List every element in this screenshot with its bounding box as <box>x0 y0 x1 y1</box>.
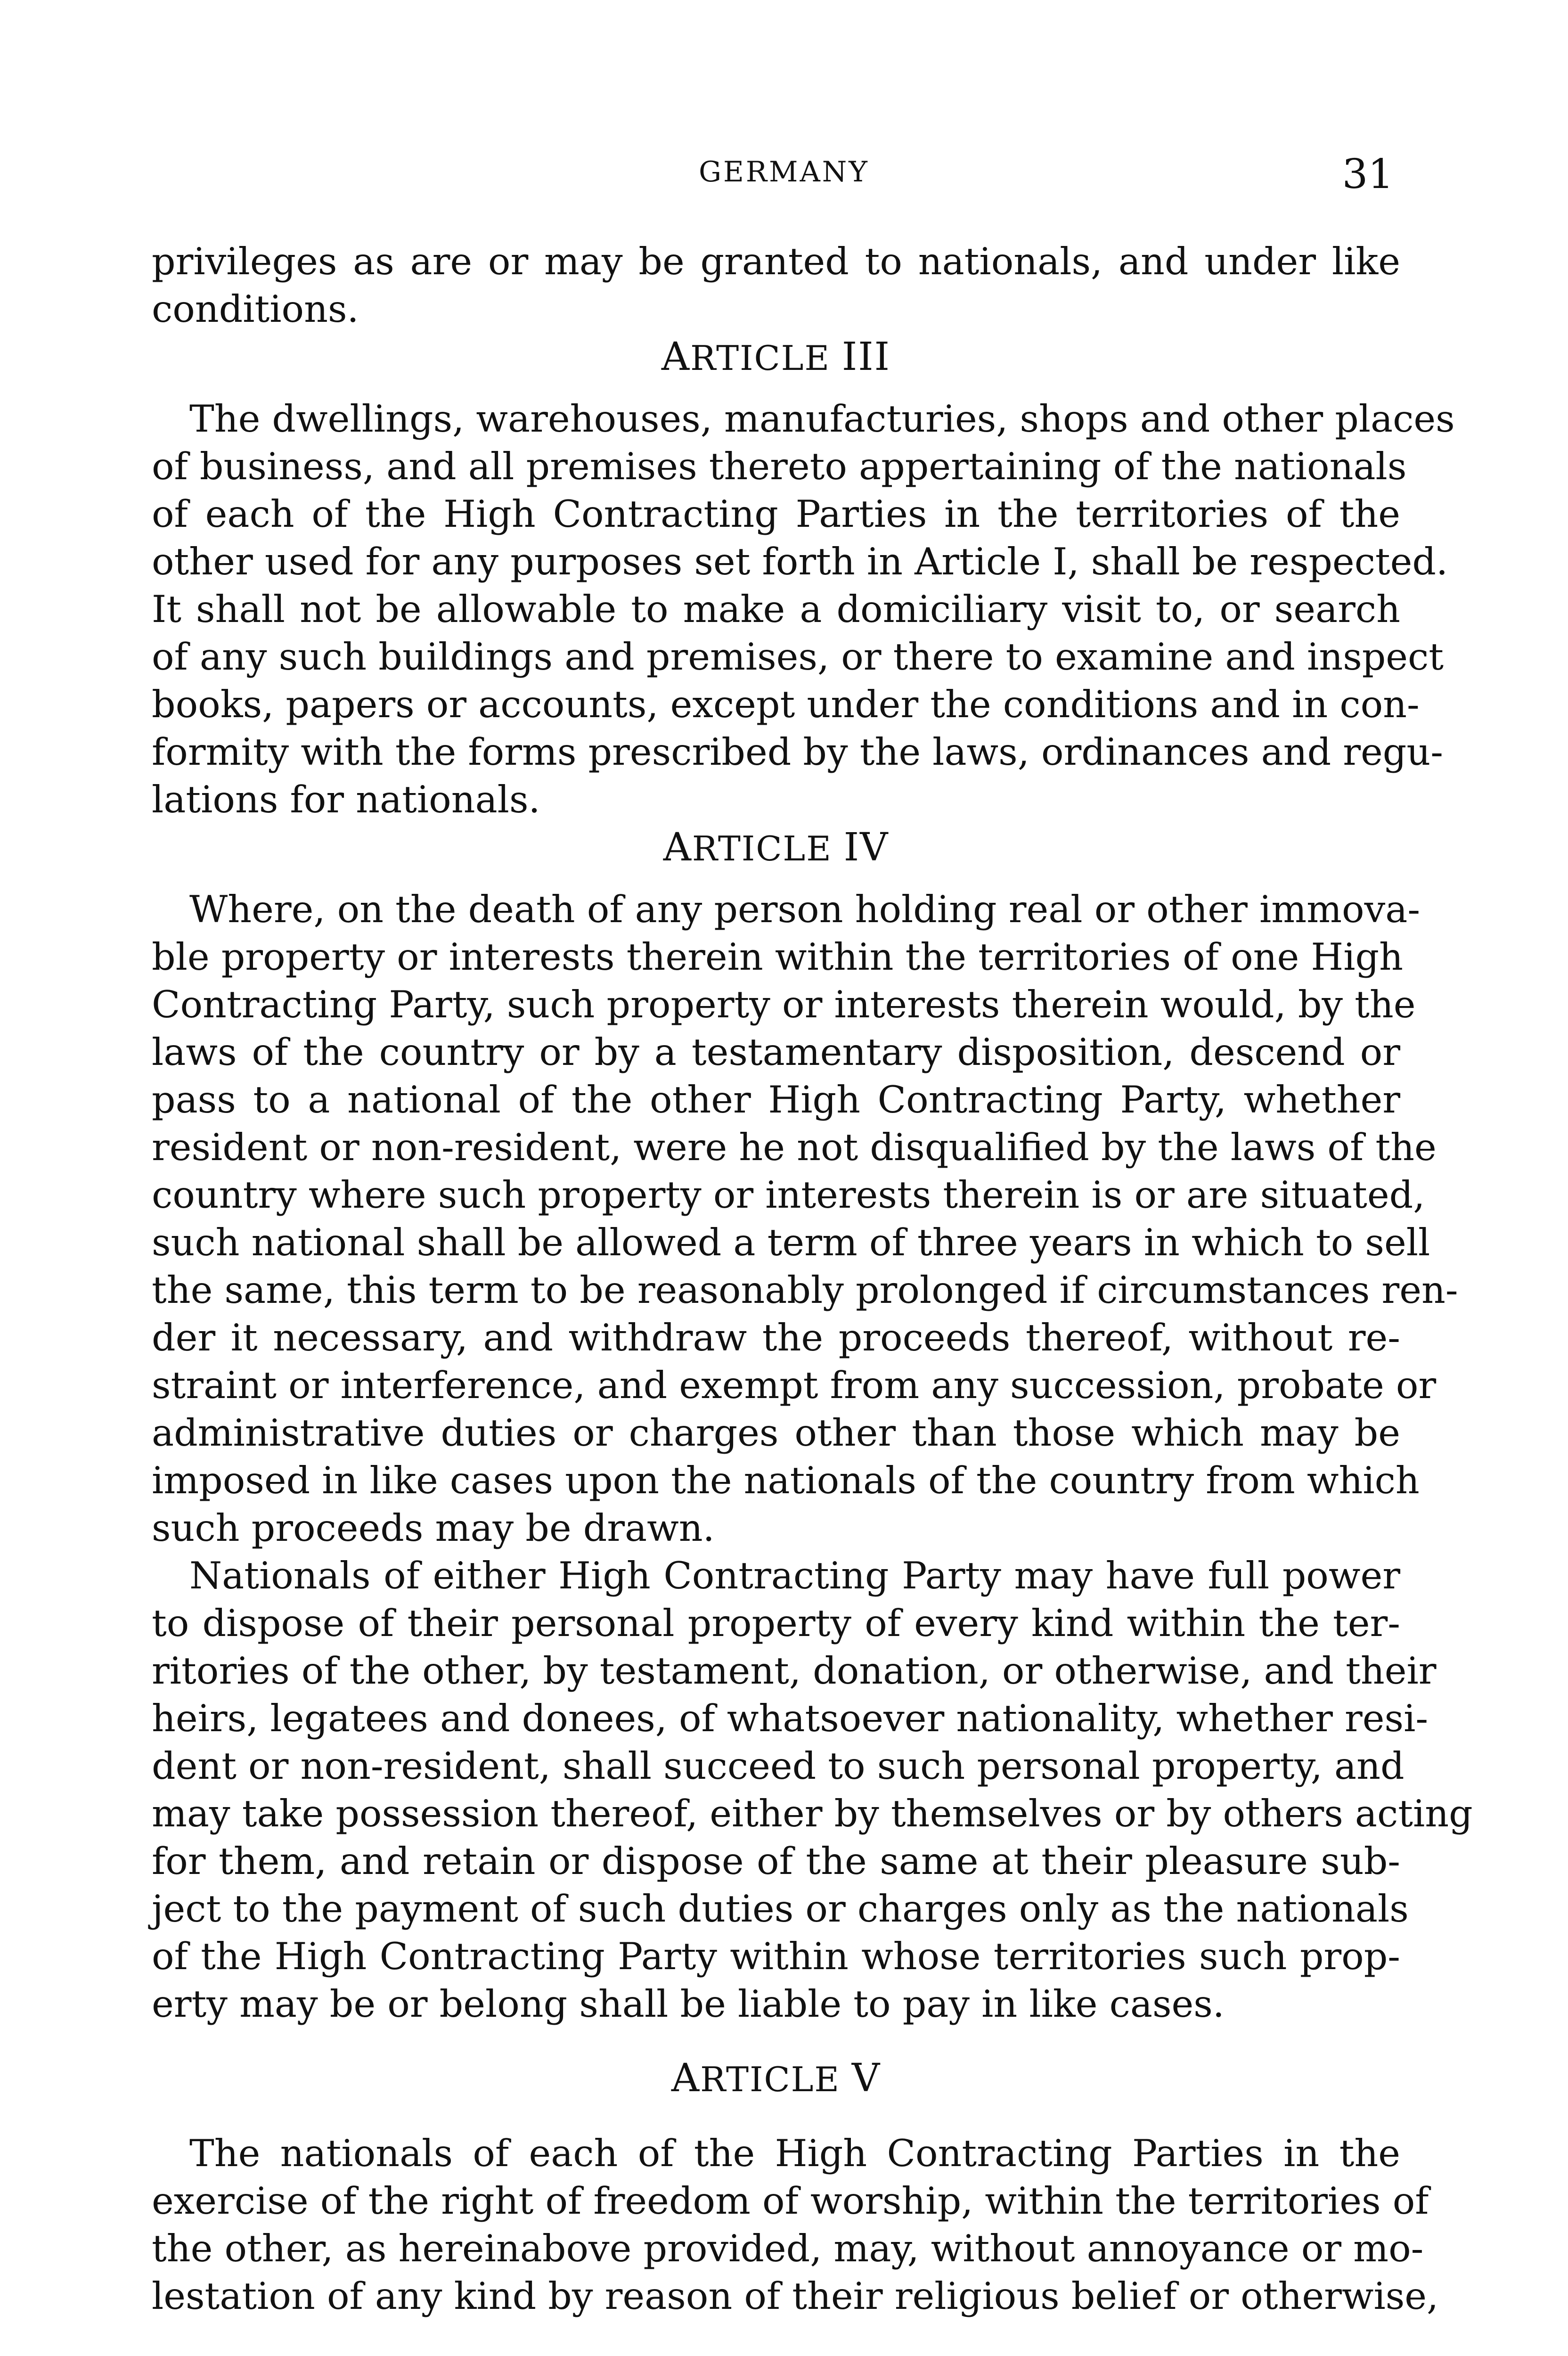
text-line: formity with the forms prescribed by the laws, ordinances and regu- <box>152 730 1443 774</box>
text-line: to dispose of their personal property of every kind within the ter- <box>152 1602 1400 1645</box>
text-line: such proceeds may be drawn. <box>152 1506 715 1550</box>
text-line: of business, and all premises thereto appertaining of the nationals <box>152 445 1407 488</box>
text-line: Nationals of either High Contracting Party may have full power <box>189 1554 1400 1597</box>
text-line: dent or non-resident, shall succeed to such personal property, and <box>152 1744 1405 1788</box>
text-line: for them, and retain or dispose of the same at their pleasure sub- <box>152 1840 1400 1883</box>
text-line: administrative duties or charges other than those which may be <box>152 1411 1400 1455</box>
text-line: such national shall be allowed a term of three years in which to sell <box>152 1221 1430 1264</box>
text-line: the same, this term to be reasonably prolonged if circumstances ren- <box>152 1268 1458 1312</box>
document-body <box>152 238 1473 2320</box>
text-line: country where such property or interests therein is or are situated, <box>152 1173 1425 1217</box>
article-5-heading: ARTICLE V <box>671 2056 881 2101</box>
text-line: lestation of any kind by reason of their religious belief or otherwise, <box>152 2274 1439 2318</box>
text-line: pass to a national of the other High Contracting Party, whether <box>152 1078 1400 1121</box>
text-line: The dwellings, warehouses, manufacturies, shops and other places <box>189 397 1455 441</box>
running-title: GERMANY <box>699 155 869 188</box>
text-line: imposed in like cases upon the nationals of the country from which <box>152 1459 1420 1502</box>
text-line: ritories of the other, by testament, donation, or otherwise, and their <box>152 1649 1437 1693</box>
text-line: Contracting Party, such property or interests therein would, by the <box>152 983 1416 1026</box>
text-line: heirs, legatees and donees, of whatsoever nationality, whether resi- <box>152 1697 1429 1740</box>
page-number: 31 <box>1342 151 1394 198</box>
article-5-paragraph <box>152 2130 1439 2320</box>
text-line: erty may be or belong shall be liable to pay in like cases. <box>152 1982 1225 2026</box>
text-line: ble property or interests therein within the territories of one High <box>152 935 1403 979</box>
text-line: lations for nationals. <box>152 778 540 821</box>
text-line: other used for any purposes set forth in Article I, shall be respected. <box>152 540 1448 583</box>
text-line: The nationals of each of the High Contracting Parties in the <box>189 2132 1400 2175</box>
text-line: Where, on the death of any person holding real or other immova- <box>189 888 1421 931</box>
article-3-paragraph <box>152 395 1455 824</box>
text-line: privileges as are or may be granted to nationals, and under like <box>152 240 1400 283</box>
text-line: of any such buildings and premises, or there to examine and inspect <box>152 635 1444 679</box>
text-line: der it necessary, and withdraw the proceeds thereof, without re- <box>152 1316 1400 1359</box>
text-line: resident or non-resident, were he not disqualified by the laws of the <box>152 1126 1437 1169</box>
text-line: may take possession thereof, either by themselves or by others acting <box>152 1792 1473 1835</box>
text-line: ject to the payment of such duties or charges only as the nationals <box>152 1887 1409 1931</box>
text-line: of the High Contracting Party within whose territories such prop- <box>152 1935 1400 1978</box>
article-4-paragraph-1 <box>152 886 1458 1552</box>
opening-paragraph <box>152 238 1400 333</box>
text-line: conditions. <box>152 287 359 331</box>
text-line: of each of the High Contracting Parties in the territories of the <box>152 492 1400 536</box>
running-head <box>0 151 1568 198</box>
text-line: It shall not be allowable to make a domiciliary visit to, or search <box>152 588 1400 631</box>
article-4-paragraph-2 <box>152 1552 1473 2028</box>
text-line: the other, as hereinabove provided, may, without annoyance or mo- <box>152 2227 1424 2270</box>
text-line: exercise of the right of freedom of worship, within the territories of <box>152 2179 1429 2223</box>
article-4-heading: ARTICLE IV <box>663 825 889 870</box>
text-line: laws of the country or by a testamentary disposition, descend or <box>152 1031 1400 1074</box>
article-3-heading: ARTICLE III <box>661 335 891 379</box>
text-line: straint or interference, and exempt from any succession, probate or <box>152 1364 1437 1407</box>
text-line: books, papers or accounts, except under the conditions and in con- <box>152 683 1420 726</box>
